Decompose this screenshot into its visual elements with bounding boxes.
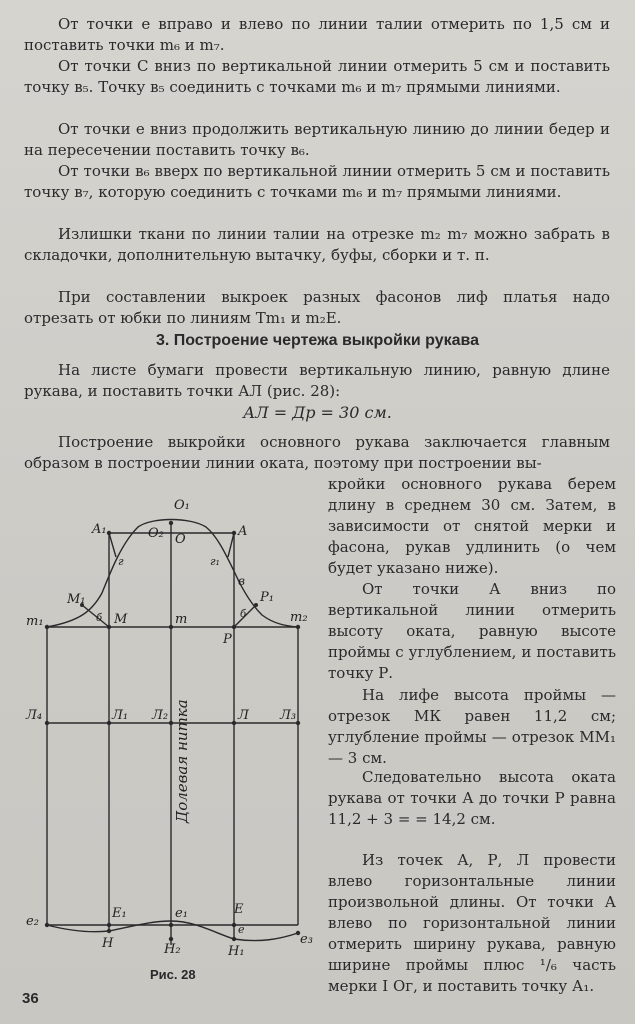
sleeve-cap-curve: [47, 520, 298, 628]
label-o2: O₂: [148, 526, 164, 541]
right-paragraph-5: Из точек А, Р, Л провести влево горизонтальные линии произвольной длины. От точки А влево по горизонтальной линии отмерить ширину рукава, равную ширине проймы плюс ¹/₆ часть мерки I Ог, и поставить точку А₁.: [328, 851, 616, 995]
label-g: г: [118, 555, 124, 568]
section-heading: 3. Построение чертежа выкройки рукава: [155, 332, 480, 349]
paragraph-4: От точки в₆ вверх по вертикальной линии отмерить 5 см и поставить точку в₇, которую соединить с точками m₆ и m₇ прямыми линиями.: [24, 162, 610, 201]
label-h: H: [102, 936, 114, 951]
sleeve-pattern-figure: [20, 493, 330, 963]
label-o1: O₁: [174, 498, 190, 513]
label-e1: E₁: [112, 906, 127, 921]
label-v: в: [238, 574, 245, 588]
label-e3: e₃: [300, 932, 313, 947]
label-m1: m₁: [26, 614, 44, 629]
formula: АЛ = Др = 30 см.: [243, 403, 392, 422]
paragraph-3: От точки е вниз продолжить вертикальную линию до линии бедер и на пересечении поставить точку в₆.: [24, 120, 610, 159]
label-b-right: б: [240, 609, 247, 620]
label-p1: P₁: [260, 590, 274, 605]
right-paragraph-3: На лифе высота проймы — отрезок МК равен 11,2 см; углубление проймы — отрезок ММ₁ — 3 см.: [328, 686, 616, 767]
label-l4: Л₄: [26, 708, 43, 723]
label-e-small: e: [238, 923, 245, 936]
label-e: E: [234, 902, 244, 917]
paragraph-5: Излишки ткани по линии талии на отрезке m₂ m₇ можно забрать в складочки, дополнительную вытачку, буфы, сборки и т. п.: [24, 225, 610, 264]
label-p: P: [223, 632, 232, 647]
label-a: A: [238, 524, 248, 539]
label-g1: г₁: [210, 555, 220, 568]
right-paragraph-1: кройки основного рукава берем длину в среднем 30 см. Затем, в зависимости от снятой мерки и фасона, рукав удлинить (о чем будет указано ниже).: [328, 475, 616, 577]
label-l3: Л₃: [280, 708, 297, 723]
label-a1: A₁: [92, 522, 107, 537]
right-paragraph-2: От точки А вниз по вертикальной линии отмерить высоту оката, равную высоте проймы с углублением, и поставить точку Р.: [328, 580, 616, 682]
label-m: m: [175, 612, 188, 627]
label-h1: H₁: [228, 944, 245, 959]
label-m1-upper: M₁: [67, 592, 86, 607]
figure-caption: Рис. 28: [150, 967, 196, 982]
diagonal-a-g1: [228, 533, 234, 557]
grain-line-label: Долевая нитка: [173, 699, 191, 823]
sleeve-pattern-drawing: [20, 493, 330, 963]
label-l2: Л₂: [152, 708, 169, 723]
label-m-upper: M: [114, 612, 128, 627]
label-e2: e₂: [26, 914, 39, 929]
label-o: O: [175, 532, 186, 547]
label-b-left: б: [96, 613, 103, 624]
section-paragraph-2: Построение выкройки основного рукава заключается главным образом в построении линии оката, поэтому при построении вы-: [24, 433, 610, 472]
section-paragraph-1: На листе бумаги провести вертикальную линию, равную длине рукава, и поставить точки АЛ (рис. 28):: [24, 361, 610, 400]
label-m2: m₂: [290, 610, 308, 625]
label-l: Л: [238, 708, 249, 723]
diagonal-a1-g: [109, 533, 116, 557]
paragraph-2: От точки С вниз по вертикальной линии отмерить 5 см и поставить точку в₅. Точку в₅ соединить с точками m₆ и m₇ прямыми линиями.: [24, 57, 610, 96]
paragraph-6: При составлении выкроек разных фасонов лиф платья надо отрезать от юбки по линиям Тm₁ и m₂E.: [24, 288, 610, 327]
label-h2: H₂: [164, 942, 181, 957]
right-paragraph-4: Следовательно высота оката рукава от точки А до точки Р равна 11,2 + 3 = = 14,2 см.: [328, 768, 616, 828]
label-l1: Л₁: [112, 708, 129, 723]
paragraph-1: От точки е вправо и влево по линии талии отмерить по 1,5 см и поставить точки m₆ и m₇.: [24, 15, 610, 54]
page-number: 36: [22, 990, 39, 1007]
label-e1-small: e₁: [175, 906, 188, 921]
